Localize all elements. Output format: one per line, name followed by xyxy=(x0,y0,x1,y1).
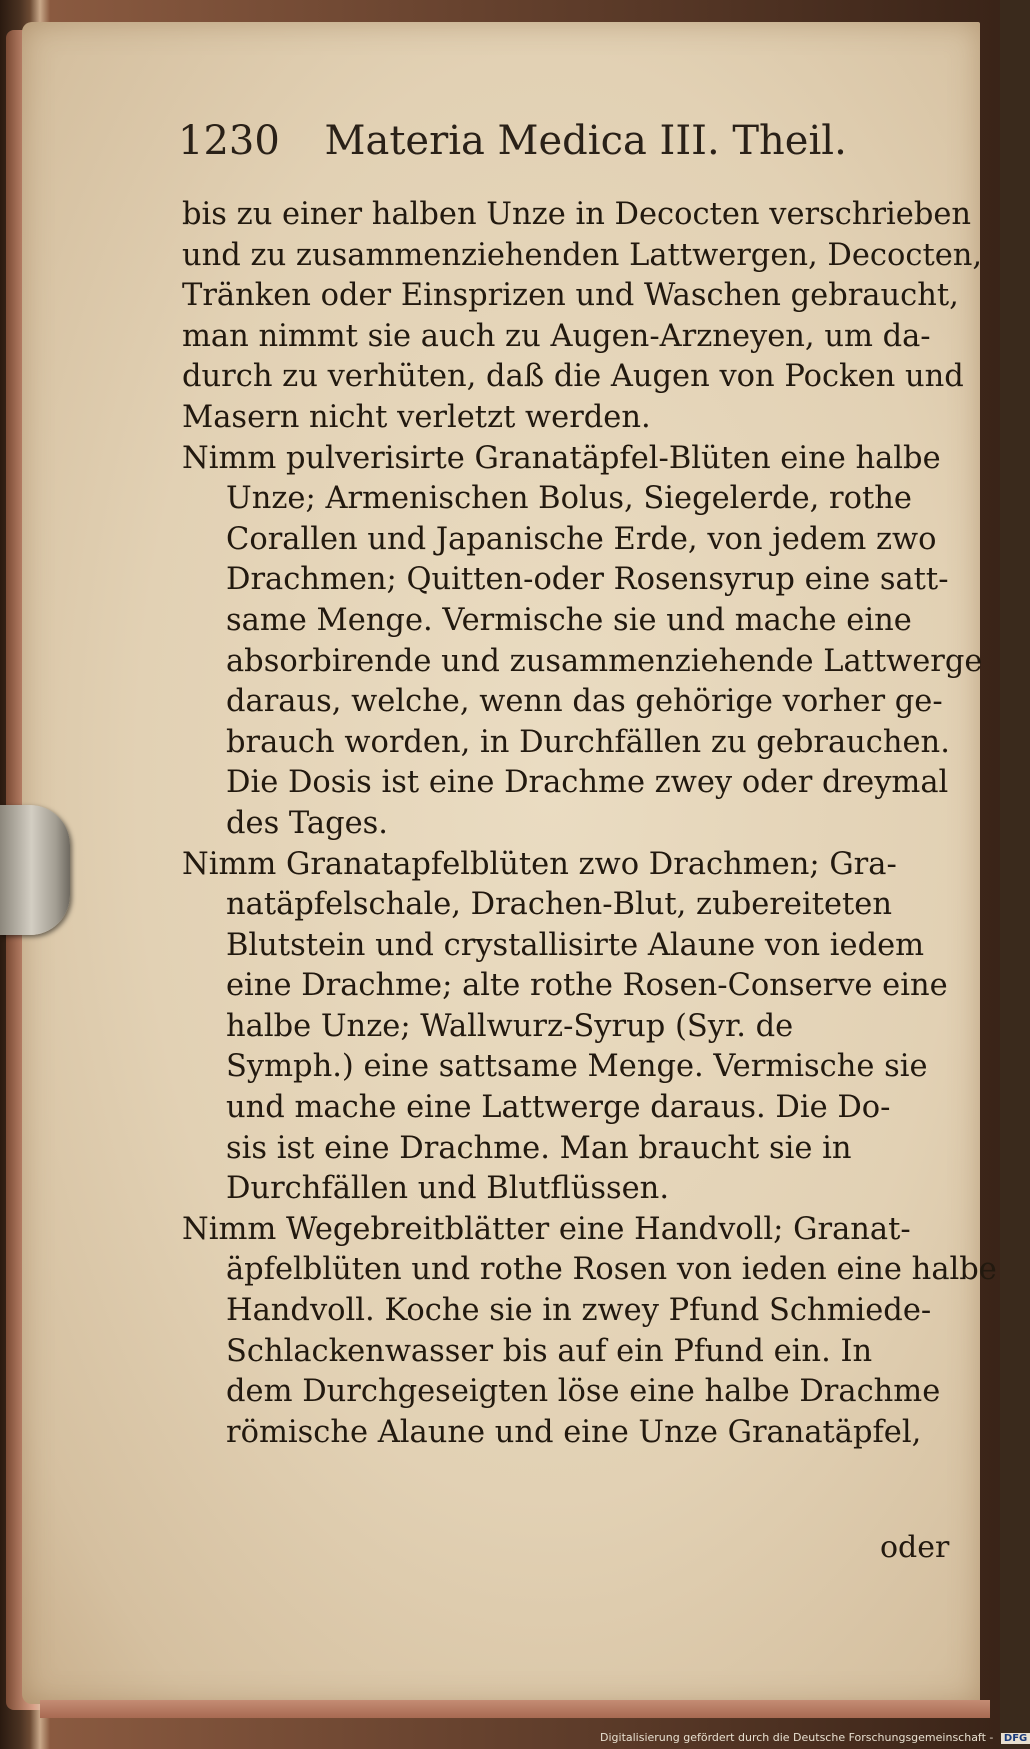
text-line: Unze; Armenischen Bolus, Siegelerde, rothe xyxy=(226,481,912,517)
text-line: dem Durchgeseigten löse eine halbe Drachme xyxy=(226,1374,941,1410)
text-line: man nimmt sie auch zu Augen-Arzneyen, um da- xyxy=(182,318,931,354)
text-line: Nimm Granatapfelblüten zwo Drachmen; Gra- xyxy=(182,846,897,882)
book-bottom-edge xyxy=(40,1700,990,1718)
running-header xyxy=(178,118,847,164)
text-line: Tränken oder Einsprizen und Waschen gebraucht, xyxy=(182,278,959,314)
dfg-logo: DFG xyxy=(1001,1733,1030,1744)
page-number: 1230 xyxy=(178,118,280,164)
text-line: römische Alaune und eine Unze Granatäpfel, xyxy=(226,1414,922,1450)
digitization-credit xyxy=(600,1731,1030,1744)
text-line: Symph.) eine sattsame Menge. Vermische sie xyxy=(226,1049,928,1085)
credit-text: Digitalisierung gefördert durch die Deutsche Forschungsgemeinschaft - xyxy=(600,1731,994,1744)
text-line: Blutstein und crystallisirte Alaune von iedem xyxy=(226,927,925,963)
text-line: absorbirende und zusammenziehende Lattwerge xyxy=(226,643,983,679)
text-line: durch zu verhüten, daß die Augen von Pocken und xyxy=(182,359,964,395)
running-title: Materia Medica III. Theil. xyxy=(324,118,847,164)
text-line: des Tages. xyxy=(226,805,389,841)
text-line: Nimm pulverisirte Granatäpfel-Blüten eine halbe xyxy=(182,440,941,476)
text-line: Drachmen; Quitten-oder Rosensyrup eine satt- xyxy=(226,562,949,598)
text-line: bis zu einer halben Unze in Decocten verschrieben xyxy=(182,197,972,232)
page-clip xyxy=(0,805,70,935)
text-line: Masern nicht verletzt werden. xyxy=(182,399,651,435)
catchword: oder xyxy=(880,1530,950,1565)
text-line: brauch worden, in Durchfällen zu gebrauchen. xyxy=(226,724,950,760)
text-line: Corallen und Japanische Erde, von jedem zwo xyxy=(226,521,937,557)
text-line: Handvoll. Koche sie in zwey Pfund Schmiede- xyxy=(226,1293,932,1329)
text-line: same Menge. Vermische sie und mache eine xyxy=(226,602,912,638)
text-line: halbe Unze; Wallwurz-Syrup (Syr. de xyxy=(226,1008,794,1044)
text-line: äpfelblüten und rothe Rosen von ieden eine halbe xyxy=(226,1252,997,1288)
text-line: Schlackenwasser bis auf ein Pfund ein. In xyxy=(226,1333,873,1369)
text-line: Durchfällen und Blutflüssen. xyxy=(226,1171,670,1207)
text-line: Die Dosis ist eine Drachme zwey oder dreymal xyxy=(226,765,949,801)
text-line: Nimm Wegebreitblätter eine Handvoll; Granat- xyxy=(182,1211,911,1247)
text-line: und zu zusammenziehenden Lattwergen, Decocten, xyxy=(182,237,983,273)
text-line: natäpfelschale, Drachen-Blut, zubereiteten xyxy=(226,887,892,923)
text-line: sis ist eine Drachme. Man braucht sie in xyxy=(226,1130,852,1166)
text-line: eine Drachme; alte rothe Rosen-Conserve eine xyxy=(226,968,948,1004)
text-line: daraus, welche, wenn das gehörige vorher ge- xyxy=(226,684,943,720)
body-text xyxy=(182,195,997,1453)
text-line: und mache eine Lattwerge daraus. Die Do- xyxy=(226,1090,891,1126)
